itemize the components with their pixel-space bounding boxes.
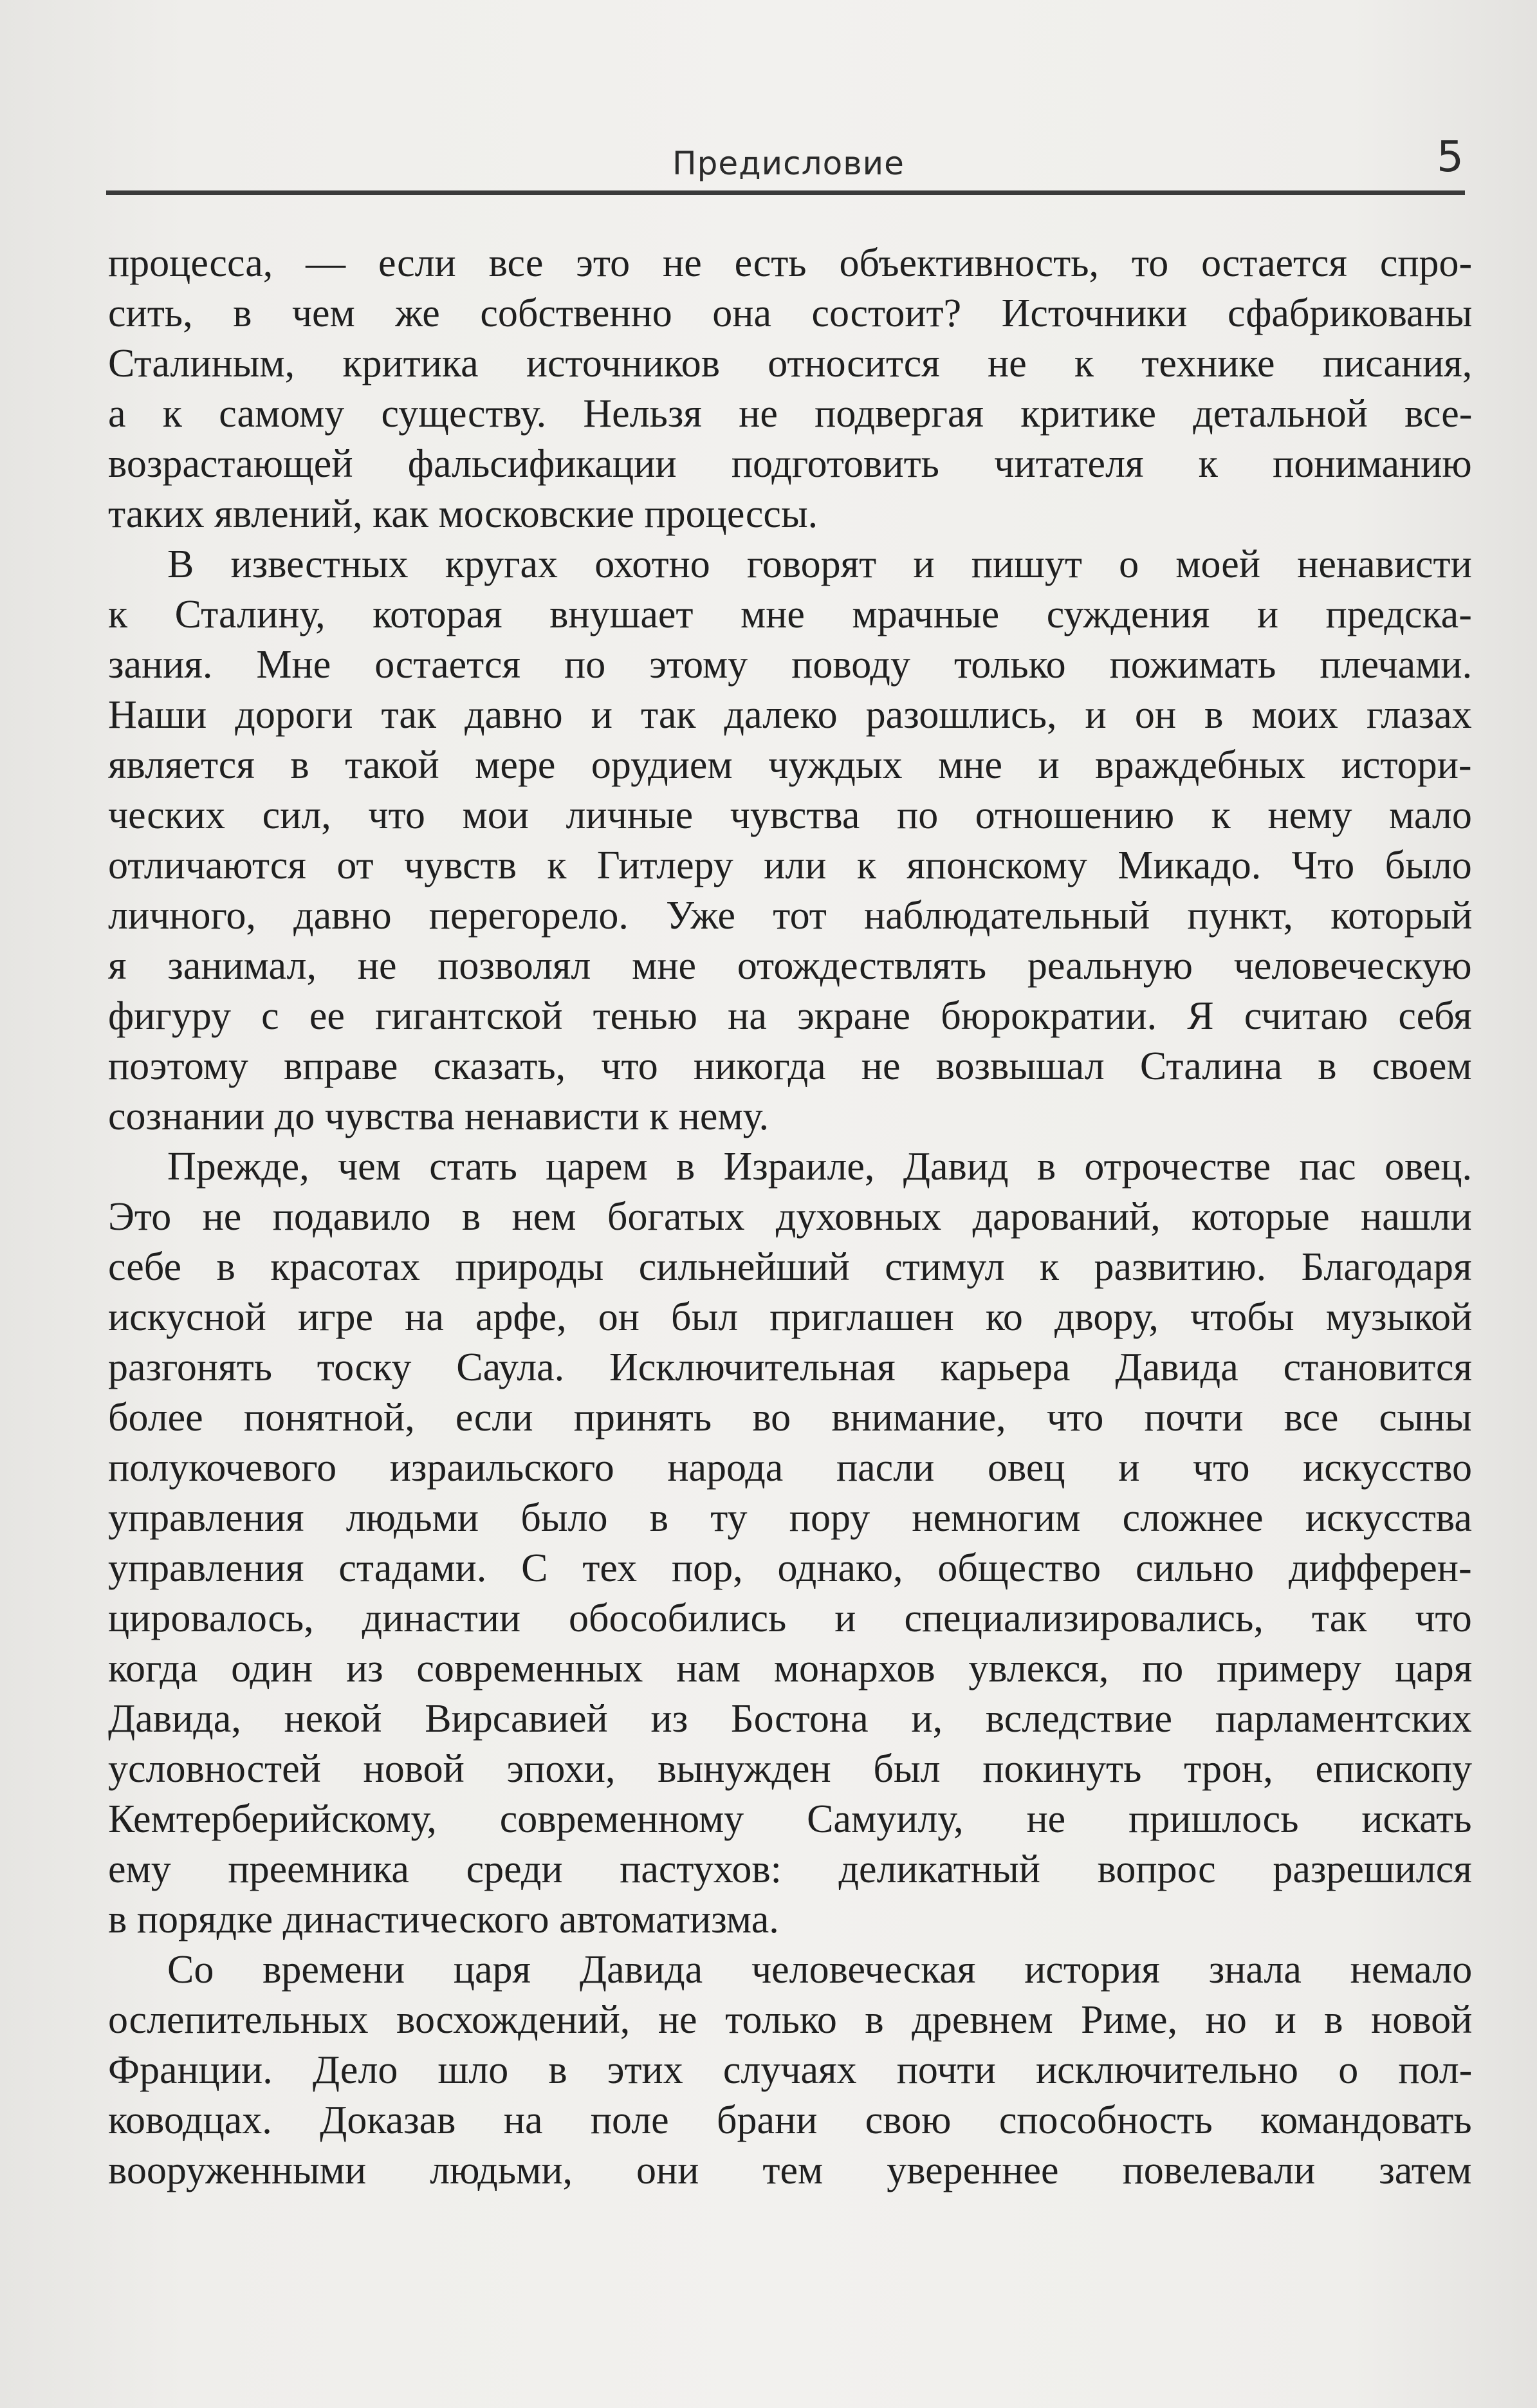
text-line: Франции. Дело шло в этих случаях почти исключительно о пол- xyxy=(108,2048,1473,2092)
text-line: Кемтерберийскому, современному Самуилу, не пришлось искать xyxy=(108,1797,1472,1841)
text-line: я занимал, не позволял мне отождествлять реальную человеческую xyxy=(108,944,1472,988)
text-line: Со времени царя Давида человеческая история знала немало xyxy=(167,1948,1473,1992)
header-rule xyxy=(106,190,1465,195)
text-line: а к самому существу. Нельзя не подвергая критике детальной все- xyxy=(108,392,1473,436)
text-line: фигуру с ее гигантской тенью на экране бюрократии. Я считаю себя xyxy=(108,994,1472,1038)
text-line: личного, давно перегорело. Уже тот наблюдательный пункт, который xyxy=(108,894,1473,938)
running-title: Предисловие xyxy=(672,145,905,182)
text-line: в порядке династического автоматизма. xyxy=(108,1898,779,1941)
text-line: цировалось, династии обособились и специализировались, так что xyxy=(108,1597,1472,1640)
text-line: Наши дороги так давно и так далеко разошлись, и он в моих глазах xyxy=(108,693,1472,737)
text-line: сознании до чувства ненависти к нему. xyxy=(108,1095,769,1138)
text-line: разгонять тоску Саула. Исключительная карьера Давида становится xyxy=(108,1346,1472,1389)
text-line: возрастающей фальсификации подготовить читателя к пониманию xyxy=(108,442,1472,486)
text-line: условностей новой эпохи, вынужден был покинуть трон, епископу xyxy=(108,1747,1473,1791)
text-line: Давида, некой Вирсавией из Бостона и, вследствие парламентских xyxy=(108,1697,1472,1741)
text-line: В известных кругах охотно говорят и пишут о моей ненависти xyxy=(167,542,1472,586)
text-line: процесса, — если все это не есть объективность, то остается спро- xyxy=(108,241,1473,285)
text-line: ческих сил, что мои личные чувства по отношению к нему мало xyxy=(108,793,1472,837)
text-line: более понятной, если принять во внимание, что почти все сыны xyxy=(108,1396,1472,1440)
text-line: вооруженными людьми, они тем увереннее повелевали затем xyxy=(108,2149,1472,2192)
text-line: поэтому вправе сказать, что никогда не возвышал Сталина в своем xyxy=(108,1044,1472,1088)
text-line: отличаются от чувств к Гитлеру или к японскому Микадо. Что было xyxy=(108,844,1472,887)
text-line: сить, в чем же собственно она состоит? Источники сфабрикованы xyxy=(108,292,1473,335)
text-line: к Сталину, которая внушает мне мрачные суждения и предска- xyxy=(108,593,1472,636)
text-line: управления стадами. С тех пор, однако, общество сильно дифферен- xyxy=(108,1546,1472,1590)
text-line: ослепительных восхождений, не только в древнем Риме, но и в новой xyxy=(108,1998,1473,2042)
text-line: Сталиным, критика источников относится не к технике писания, xyxy=(108,342,1473,385)
text-line: таких явлений, как московские процессы. xyxy=(108,492,818,536)
page-number: 5 xyxy=(1437,132,1464,181)
text-line: искусной игре на арфе, он был приглашен ко двору, чтобы музыкой xyxy=(108,1295,1473,1339)
running-header xyxy=(106,132,1464,190)
text-line: когда один из современных нам монархов увлекся, по примеру царя xyxy=(108,1647,1473,1690)
text-line: себе в красотах природы сильнейший стимул к развитию. Благодаря xyxy=(108,1245,1472,1289)
text-line: полукочевого израильского народа пасли овец и что искусство xyxy=(108,1446,1473,1490)
text-line: Прежде, чем стать царем в Израиле, Давид в отрочестве пас овец. xyxy=(167,1145,1473,1189)
text-line: Это не подавило в нем богатых духовных дарований, которые нашли xyxy=(108,1195,1472,1239)
text-line: зания. Мне остается по этому поводу только пожимать плечами. xyxy=(108,643,1473,687)
text-line: ему преемника среди пастухов: деликатный вопрос разрешился xyxy=(108,1848,1472,1891)
text-line: является в такой мере орудием чуждых мне и враждебных истори- xyxy=(108,743,1472,787)
text-line: управления людьми было в ту пору немногим сложнее искусства xyxy=(108,1496,1472,1540)
text-line: ководцах. Доказав на поле брани свою способность командовать xyxy=(108,2098,1472,2142)
body-text xyxy=(108,238,1472,2196)
